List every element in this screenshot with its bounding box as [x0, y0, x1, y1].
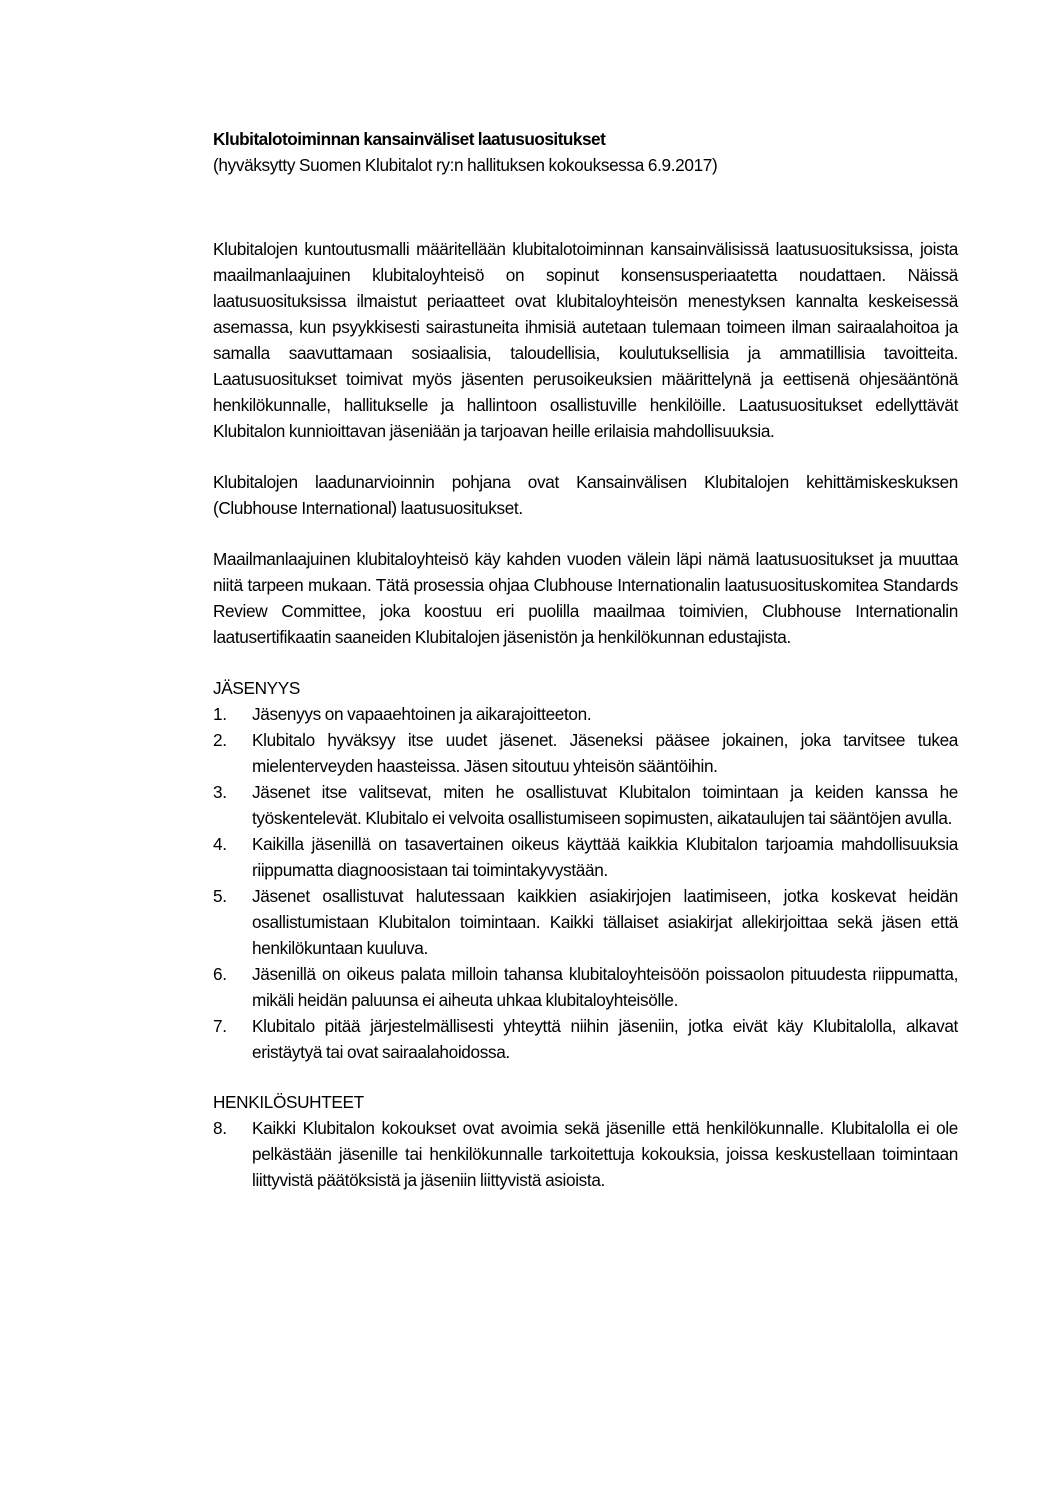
list-item-number: 6.	[213, 964, 227, 984]
document-subtitle: (hyväksytty Suomen Klubitalot ry:n hallituksen kokouksessa 6.9.2017)	[213, 155, 718, 175]
list-item	[213, 779, 958, 831]
list-item	[213, 831, 958, 883]
section-heading-staff-relations: HENKILÖSUHTEET	[213, 1092, 364, 1112]
list-item	[213, 1115, 958, 1193]
staff-relations-list	[213, 1115, 958, 1193]
section-heading-membership: JÄSENYYS	[213, 678, 300, 698]
list-item	[213, 961, 958, 1013]
list-item-number: 2.	[213, 730, 227, 750]
list-item-text: Jäsenet osallistuvat halutessaan kaikkien asiakirjojen laatimiseen, jotka koskevat heidän osallistumistaan Klubitalon toimintaan. Kaikki tällaiset asiakirjat allekirjoittaa sekä jäsen että henkilökuntaan kuuluva.	[252, 886, 958, 958]
intro-paragraph-2: Klubitalojen laadunarvioinnin pohjana ovat Kansainvälisen Klubitalojen kehittämiskeskuksen (Clubhouse International) laatusuositukset.	[213, 472, 958, 518]
list-item-text: Kaikilla jäsenillä on tasavertainen oikeus käyttää kaikkia Klubitalon tarjoamia mahdollisuuksia riippumatta diagnoosistaan tai toimintakyvystään.	[252, 834, 958, 880]
list-item	[213, 883, 958, 961]
document-page	[213, 126, 958, 1217]
document-title: Klubitalotoiminnan kansainväliset laatusuositukset	[213, 129, 606, 149]
list-item-text: Klubitalo pitää järjestelmällisesti yhteyttä niihin jäseniin, jotka eivät käy Klubitalolla, alkavat eristäytyä tai ovat sairaalahoidossa.	[252, 1016, 958, 1062]
list-item	[213, 1013, 958, 1065]
list-item-text: Jäsenet itse valitsevat, miten he osallistuvat Klubitalon toimintaan ja keiden kanssa he työskentelevät. Klubitalo ei velvoita osallistumiseen sopimusten, aikataulujen tai sääntöjen avulla.	[252, 782, 958, 828]
list-item	[213, 727, 958, 779]
membership-list	[213, 701, 958, 1065]
list-item-number: 4.	[213, 834, 227, 854]
list-item-text: Jäsenillä on oikeus palata milloin tahansa klubitaloyhteisöön poissaolon pituudesta riippumatta, mikäli heidän paluunsa ei aiheuta uhkaa klubitaloyhteisölle.	[252, 964, 958, 1010]
list-item-number: 7.	[213, 1016, 227, 1036]
intro-paragraph-1: Klubitalojen kuntoutusmalli määritellään klubitalotoiminnan kansainvälisissä laatusuosituksissa, joista maailmanlaajuinen klubitaloyhteisö on sopinut konsensusperiaatetta noudattaen. Näissä laatusuosituksissa ilmaistut periaatteet ovat klubitaloyhteisön menestyksen kannalta keskeisessä asemassa, kun psyykkisesti sairastuneita ihmisiä autetaan tulemaan toimeen ilman sairaalahoitoa ja samalla saavuttamaan sosiaalisia, taloudellisia, koulutuksellisia ja ammatillisia tavoitteita. Laatusuositukset toimivat myös jäsenten perusoikeuksien määrittelynä ja eettisenä ohjesääntönä henkilökunnalle, hallitukselle ja hallintoon osallistuville henkilöille. Laatusuositukset edellyttävät Klubitalon kunnioittavan jäseniään ja tarjoavan heille erilaisia mahdollisuuksia.	[213, 239, 958, 441]
list-item-number: 5.	[213, 886, 227, 906]
list-item-number: 8.	[213, 1118, 227, 1138]
list-item-text: Klubitalo hyväksyy itse uudet jäsenet. Jäseneksi pääsee jokainen, joka tarvitsee tukea mielenterveyden haasteissa. Jäsen sitoutuu yhteisön sääntöihin.	[252, 730, 958, 776]
spacer	[213, 178, 958, 236]
list-item-text: Kaikki Klubitalon kokoukset ovat avoimia sekä jäsenille että henkilökunnalle. Klubitalolla ei ole pelkästään jäsenille tai henkilökunnalle tarkoitettuja kokouksia, joissa keskustellaan toimintaan liittyvistä päätöksistä ja jäseniin liittyvistä asioista.	[252, 1118, 958, 1190]
list-item-number: 3.	[213, 782, 227, 802]
list-item	[213, 701, 958, 727]
list-item-number: 1.	[213, 704, 227, 724]
list-item-text: Jäsenyys on vapaaehtoinen ja aikarajoitteeton.	[252, 704, 592, 724]
intro-paragraph-3: Maailmanlaajuinen klubitaloyhteisö käy kahden vuoden välein läpi nämä laatusuositukset ja muuttaa niitä tarpeen mukaan. Tätä prosessia ohjaa Clubhouse Internationalin laatusuosituskomitea Standards Review Committee, joka koostuu eri puolilla maailmaa toimivien, Clubhouse Internationalin laatusertifikaatin saaneiden Klubitalojen jäsenistön ja henkilökunnan edustajista.	[213, 549, 958, 647]
